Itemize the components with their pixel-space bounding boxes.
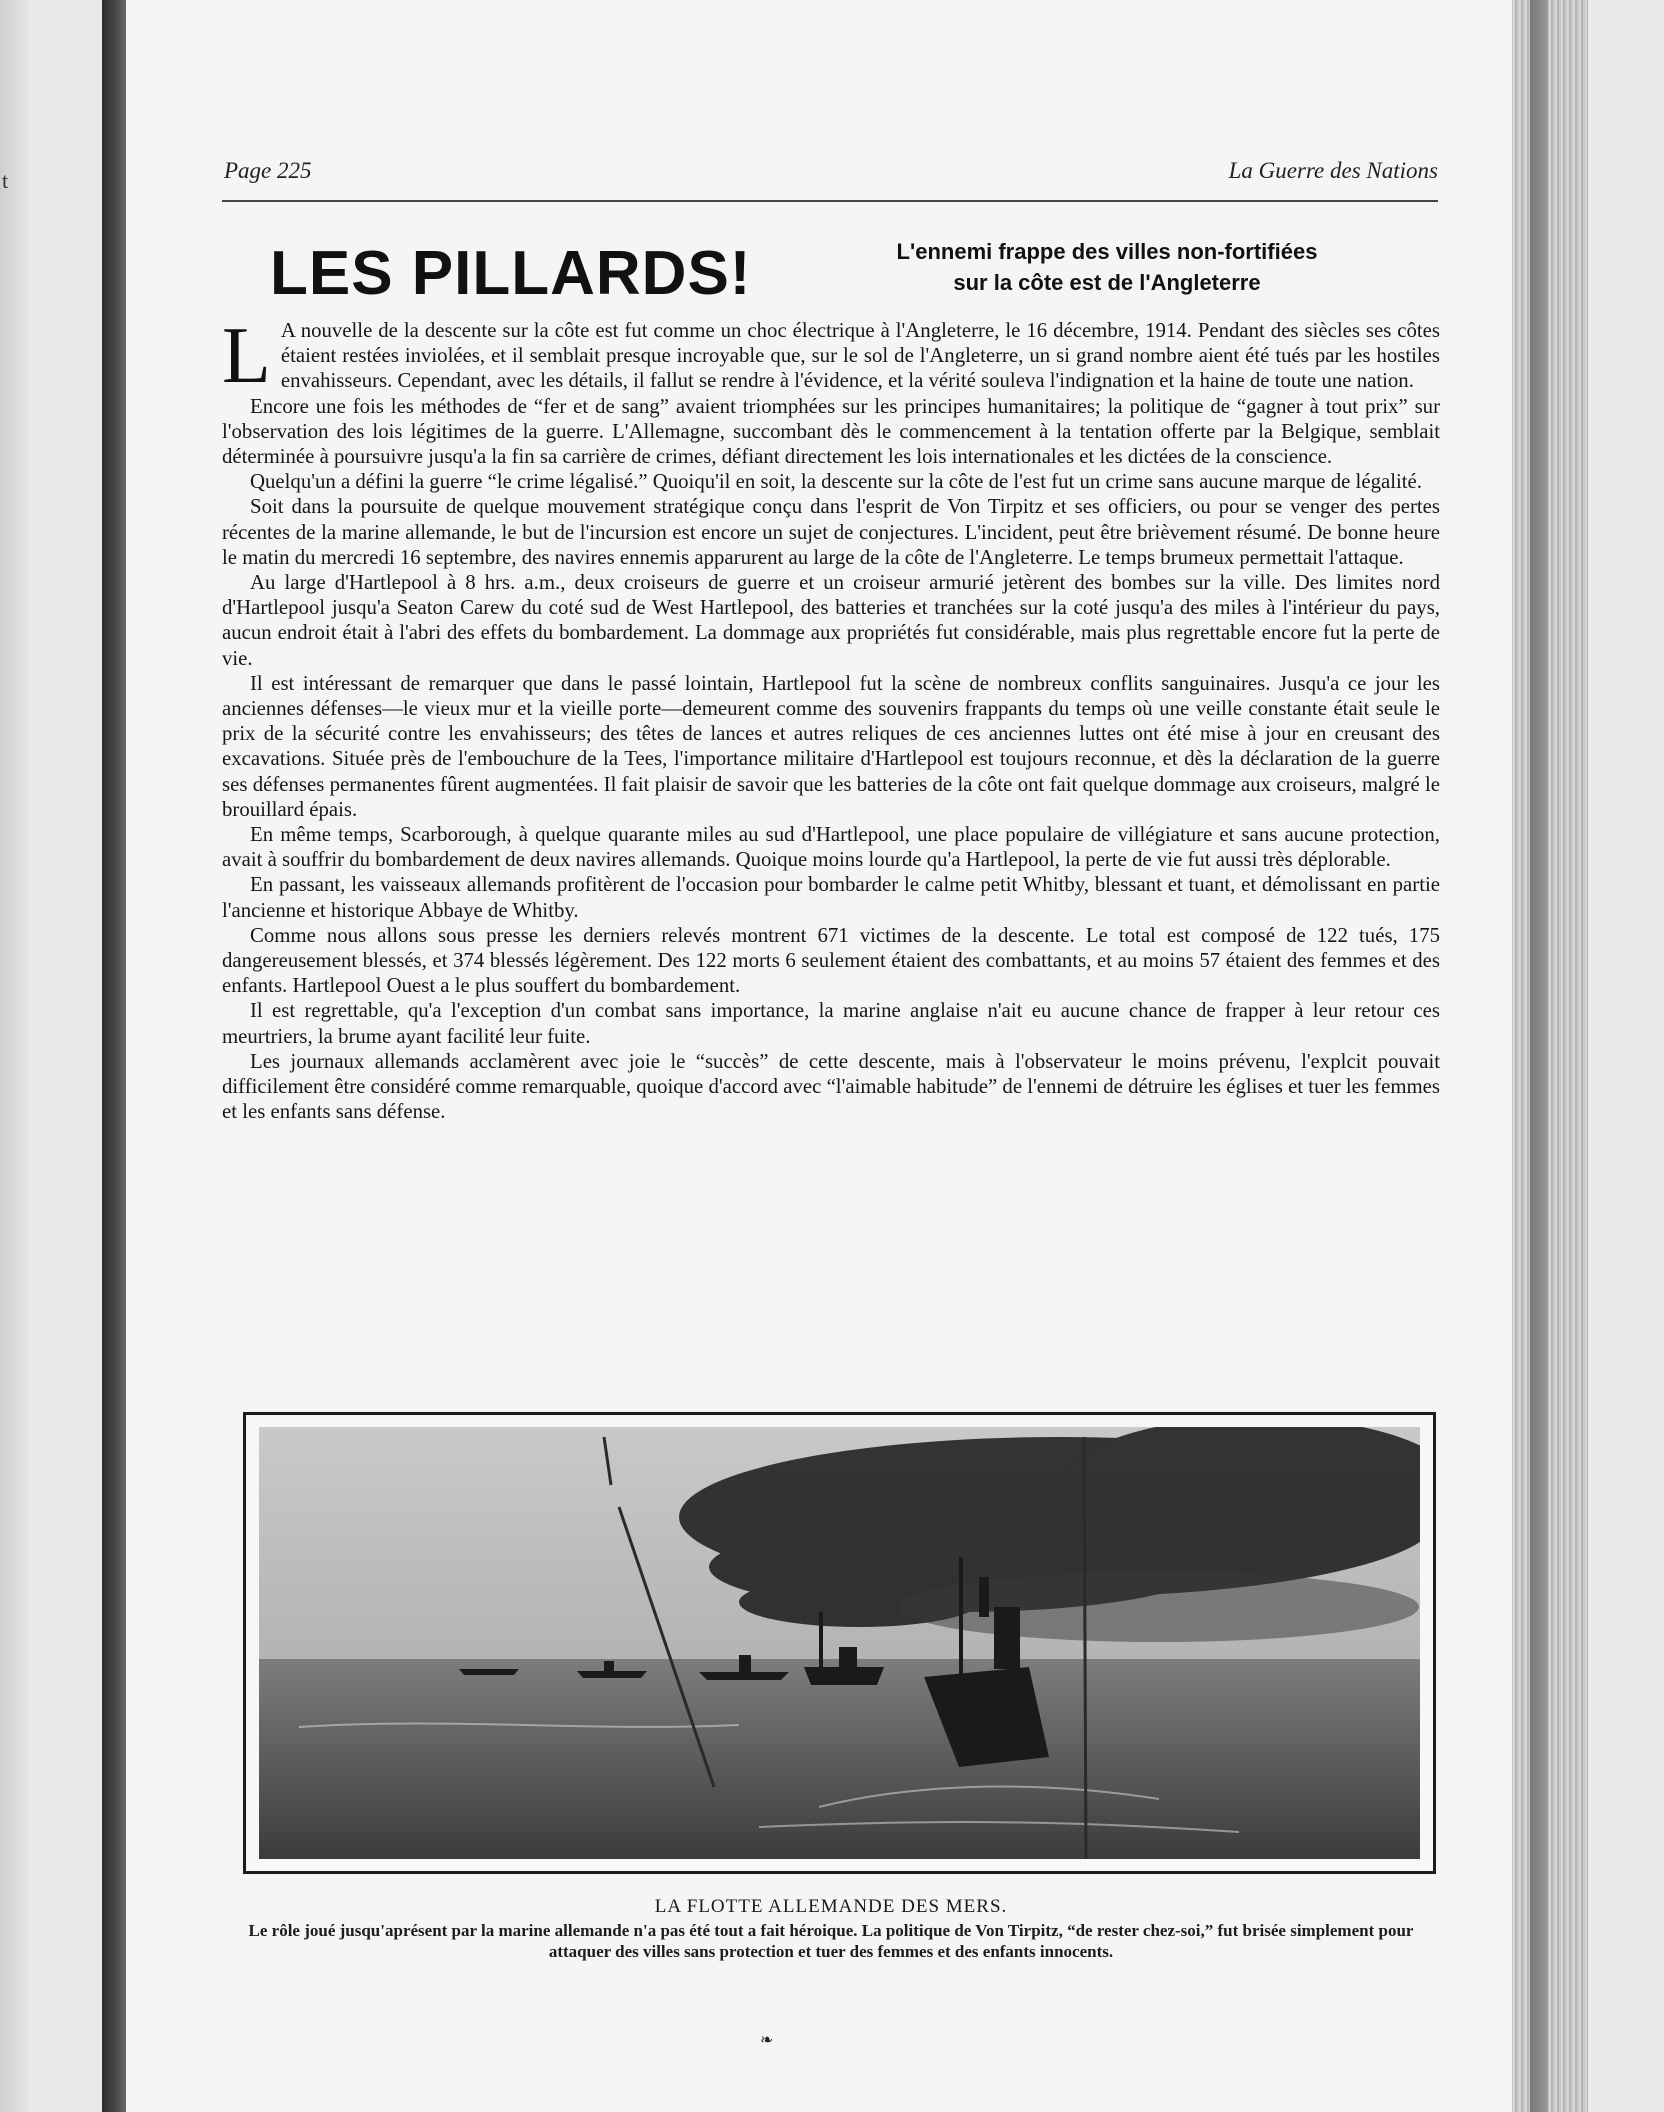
article-paragraph: Au large d'Hartlepool à 8 hrs. a.m., deux croiseurs de guerre et un croiseur armurié jetèrent des bombes sur la ville. Des limites nord d'Hartlepool jusqu'a Seaton Carew du coté sud de West Hartlepool, des batteries et tranchées sur la coté jusqu'a des miles à l'intérieur du pays, aucun endroit était à l'abri des effets du bombardement. La dommage aux propriétés fut considérable, mais plus regrettable encore fut la perte de vie. — [222, 571, 1440, 670]
article-body — [222, 312, 1440, 1125]
drop-cap: L — [222, 312, 271, 400]
subhead-line: L'ennemi frappe des villes non-fortifiées — [896, 239, 1318, 264]
paragraph-text: A nouvelle de la descente sur la côte est fut comme un choc électrique à l'Angleterre, le 16 décembre, 1914. Pendant des siècles ses côtes étaient restées inviolées, et il semblait presque incroyable que, sur le sol de l'Angleterre, un si grand nombre aient été tués par les hostiles envahisseurs. Cependant, avec les détails, il fallut se rendre à l'évidence, et la vérité souleva l'indignation et la haine de toute une nation. — [280, 319, 1440, 393]
article-paragraph: Quelqu'un a défini la guerre “le crime légalisé.” Quoiqu'il en soit, la descente sur la côte de l'est fut un crime sans aucune marque de légalité. — [250, 470, 1422, 494]
article-paragraph: En même temps, Scarborough, à quelque quarante miles au sud d'Hartlepool, une place populaire de villégiature et sans aucune protection, avait à souffrir du bombardement de deux navires allemands. Quoique moins lourde qu'a Hartlepool, la perte de vie fut aussi très déplorable. — [222, 823, 1440, 872]
book-gutter — [102, 0, 126, 2112]
article-paragraph: Il est regrettable, qu'a l'exception d'un combat sans importance, la marine anglaise n'ait eu aucune chance de frapper à leur retour ces meurtriers, la brume ayant facilité leur fuite. — [222, 999, 1440, 1048]
article-headline: LES PILLARDS! — [270, 239, 752, 308]
article-paragraph: Encore une fois les méthodes de “fer et de sang” avaient triomphées sur les principes humanitaires; la politique de “gagner à tout prix” sur l'observation des lois légitimes de la guerre. L'Allemagne, succombant dès le commencement à la tentation offerte par la Belgique, semblait déterminée à poursuivre jusqu'a la fin sa carrière de crimes, défiant directement les lois internationales et les dictées de la conscience. — [222, 394, 1440, 469]
figure-caption-title: LA FLOTTE ALLEMANDE DES MERS. — [654, 1896, 1008, 1917]
article-paragraph: Comme nous allons sous presse les derniers relevés montrent 671 victimes de la descente. Le total est composé de 122 tués, 175 dangereusement blessés, et 374 blessés légèrement. Des 122 morts 6 seulement étaient des combattants, et au moins 57 étaient des femmes et des enfants. Hartlepool Ouest a le plus souffert du bombardement. — [222, 923, 1440, 998]
subhead-line: sur la côte est de l'Angleterre — [953, 270, 1261, 295]
header-rule — [222, 200, 1438, 202]
facing-page-edge — [0, 0, 28, 2112]
fleuron-icon: ❧ — [760, 2032, 774, 2049]
figure-caption-text: Le rôle joué jusqu'aprésent par la marine allemande n'a pas été tout a fait héroique. La politique de Von Tirpitz, “de rester chez-soi,” fut brisée simplement pour attaquer des villes sans protection et tuer des femmes et des enfants innocents. — [248, 1921, 1414, 1961]
warships-illustration — [259, 1427, 1420, 1859]
margin-fragment: t — [2, 168, 9, 193]
article-paragraph — [222, 312, 1440, 400]
page-stack-shadow — [1530, 0, 1548, 2112]
photo-frame — [243, 1412, 1436, 1874]
page-stack-edges — [1512, 0, 1588, 2112]
page-number: Page 225 — [224, 158, 312, 183]
article-paragraph: Il est intéressant de remarquer que dans le passé lointain, Hartlepool fut la scène de nombreux conflits sanguinaires. Jusqu'a ce jour les anciennes défenses—le vieux mur et la vieille porte—demeurent comme des souvenirs frappants du temps où une veille constante était seule le prix de la sécurité contre les envahisseurs; des têtes de lances et autres reliques de ces anciennes luttes ont été mise à jour en creusant des excavations. Située près de l'embouchure de la Tees, l'importance militaire d'Hartlepool est toujours reconnue, et dès la déclaration de la guerre ses défenses permanentes fûrent augmentées. Il fait plaisir de savoir que les batteries de la côte ont fait quelque dommage aux croiseurs, malgré le brouillard épais. — [222, 671, 1440, 821]
article-subhead — [822, 236, 1392, 298]
fleet-photograph — [259, 1427, 1420, 1859]
article-paragraph: Les journaux allemands acclamèrent avec joie le “succès” de cette descente, mais à l'observateur le moins prévenu, l'explcit pouvait difficilement être considéré comme remarquable, quoique d'accord avec “l'aimable habitude” de l'ennemi de détruire les églises et tuer les femmes et les enfants sans défense. — [222, 1049, 1440, 1124]
article-paragraph: Soit dans la poursuite de quelque mouvement stratégique conçu dans l'esprit de Von Tirpitz et ses officiers, ou pour se venger des pertes récentes de la marine allemande, le but de l'incursion est encore un sujet de conjectures. L'incident, peut être brièvement résumé. De bonne heure le matin du mercredi 16 septembre, des navires ennemis apparurent au large de la côte de l'Angleterre. Le temps brumeux permettait l'attaque. — [222, 495, 1440, 569]
article-paragraph: En passant, les vaisseaux allemands profitèrent de l'occasion pour bombarder le calme petit Whitby, blessant et tuant, et démolissant en partie l'ancienne et historique Abbaye de Whitby. — [222, 873, 1440, 922]
publication-title: La Guerre des Nations — [1228, 158, 1438, 183]
